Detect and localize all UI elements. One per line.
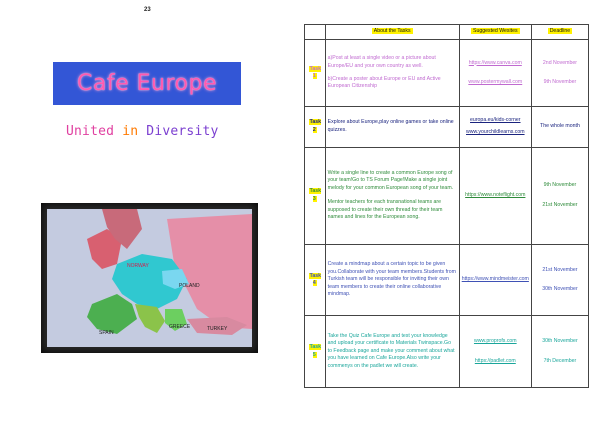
task-label: Task 2 (305, 107, 326, 148)
website-link[interactable]: www.yourchildlearns.com (466, 129, 525, 136)
europe-map-image (47, 209, 252, 347)
europe-map (41, 203, 258, 353)
task-websites (459, 316, 531, 388)
tagline-word: Diversity (146, 124, 219, 139)
tagline-word: in (122, 124, 139, 139)
tasks-table (304, 24, 589, 388)
table-row (305, 107, 589, 148)
website-link[interactable]: https://www.noteflight.com (465, 192, 526, 198)
header-sites: Suggested Wesites (459, 25, 531, 40)
map-label: GREECE (169, 324, 191, 330)
website-link[interactable]: europa.eu/kids-corner (470, 116, 521, 123)
task-deadline: The whole month (531, 107, 588, 148)
task-deadline: 21st November 30th November (531, 244, 588, 316)
task-deadline: 9th November 21st November (531, 147, 588, 244)
task-description: Create a mindmap about a certain topic to be given you.Collaborate with your team members.Students from Turkish team will be responsible for inviting their own team members to create their online collaborative mindmap. (325, 244, 459, 316)
task-deadline: 30th November 7th December (531, 316, 588, 388)
website-link[interactable]: https://www.canva.com (468, 59, 522, 66)
tagline (66, 124, 219, 139)
table-row (305, 40, 589, 107)
task-description: Write a single line to create a common Europe song of your team!Go to TS Forum Page!Make a single joint melody for your common European song of your team. Mentor teachers for each transnational teams are supposed to create their own thread for their team names and lines for the European song. (325, 147, 459, 244)
website-link[interactable]: www.postermywall.com (468, 79, 523, 86)
page-number: 23 (144, 7, 151, 13)
task-label: Task 4 (305, 244, 326, 316)
website-link[interactable]: www.proprofs.com (473, 338, 517, 345)
banner-title: Cafe Europe (77, 71, 217, 96)
website-link[interactable]: https://padlet.com (474, 357, 516, 364)
task-deadline: 2nd November 9th November (531, 40, 588, 107)
task-label: Task 5 (305, 316, 326, 388)
task-websites (459, 244, 531, 316)
task-label: Task 3 (305, 147, 326, 244)
table-row (305, 316, 589, 388)
map-label: POLAND (179, 283, 200, 289)
tagline-word: United (66, 124, 115, 139)
task-websites (459, 107, 531, 148)
task-websites (459, 147, 531, 244)
task-description: a)Post at least a single video or a picture about Europe/EU and your own country as well. b)Create a poster about Europe or EU and Active European Citizenship (325, 40, 459, 107)
table-row (305, 147, 589, 244)
map-label: SPAIN (99, 330, 114, 336)
header-task (305, 25, 326, 40)
header-deadline: Deadline (531, 25, 588, 40)
table-row (305, 244, 589, 316)
header-about: About the Tasks (325, 25, 459, 40)
website-link[interactable]: https://www.mindmeister.com (461, 276, 529, 283)
map-label: NORWAY (127, 263, 149, 269)
table-header-row (305, 25, 589, 40)
task-websites (459, 40, 531, 107)
task-description: Take the Quiz Cafe Europe and test your knowledge and upload your certificate to Materials Twinspace.Go to Feedback page and make your comment about what you have learned on Cafe Europe.Also write your commenys on the padlet we will create. (325, 316, 459, 388)
map-label: TURKEY (207, 326, 228, 332)
cafe-europe-banner (53, 62, 241, 105)
task-label: Task 1 (305, 40, 326, 107)
task-description: Explore about Europe,play online games or take online quizzes. (325, 107, 459, 148)
